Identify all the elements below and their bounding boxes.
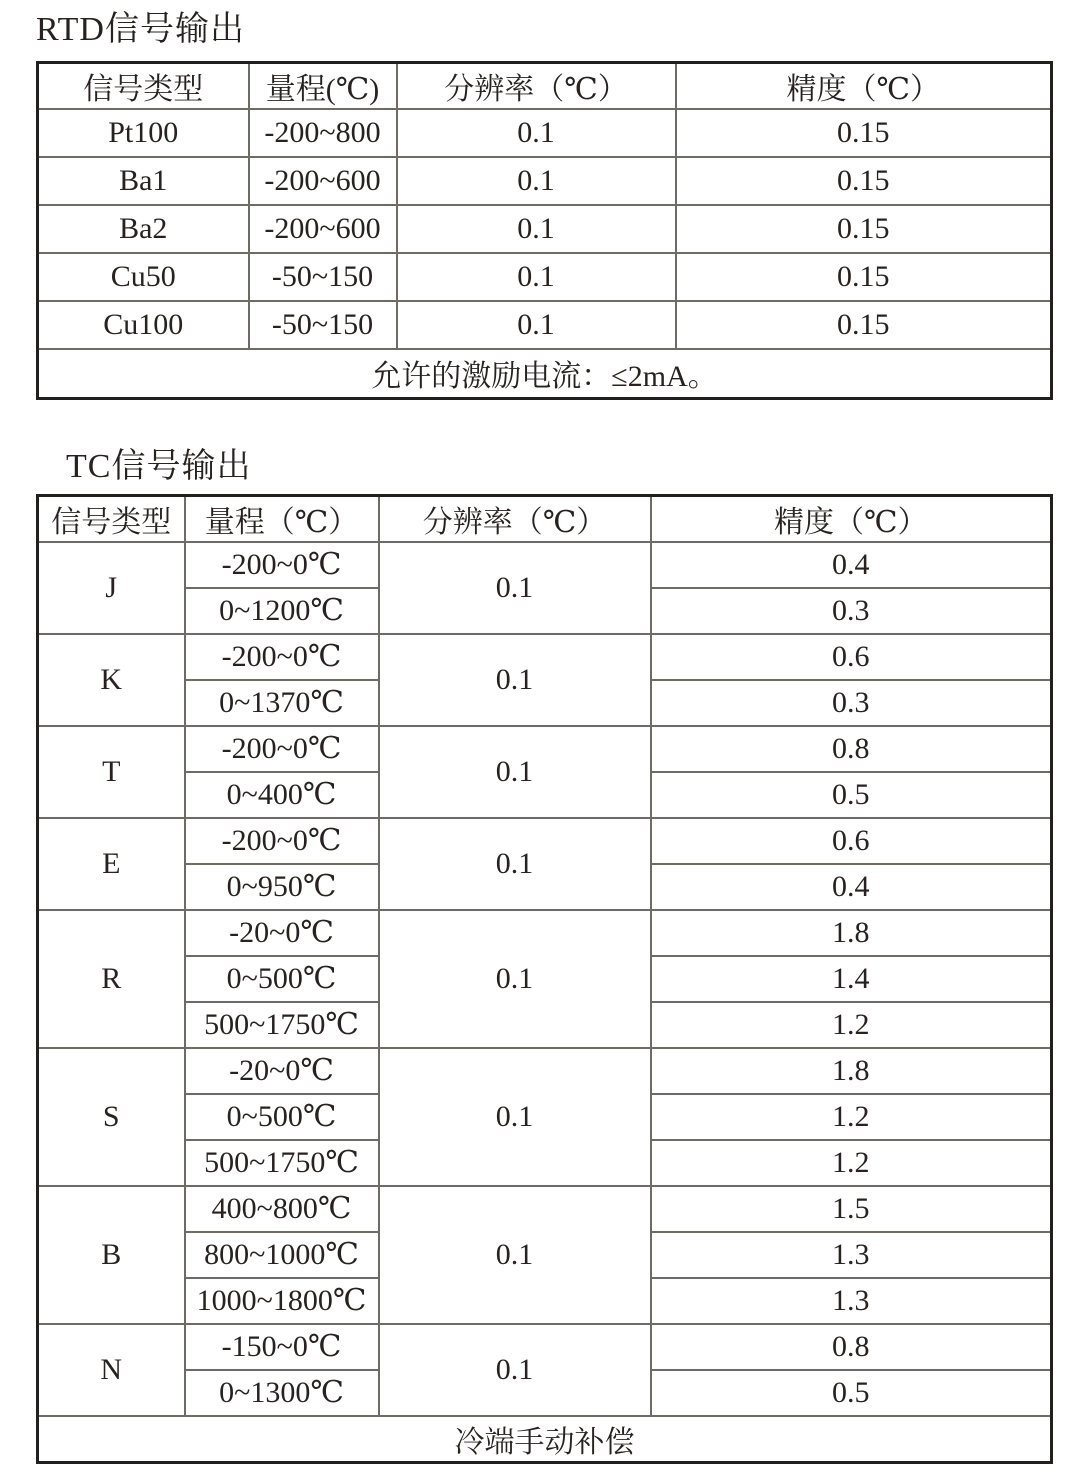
rtd-header-accuracy: 精度（℃） xyxy=(676,62,1052,109)
tc-cell-accuracy: 0.4 xyxy=(651,542,1052,588)
tc-cold-junction-note: 冷端手动补偿 xyxy=(38,1416,1052,1463)
tc-cell-range: -200~0℃ xyxy=(185,726,379,772)
table-row xyxy=(38,726,1052,772)
table-row xyxy=(38,157,1052,205)
tc-spec-table xyxy=(36,494,1053,1464)
tc-cell-resolution: 0.1 xyxy=(379,1324,651,1416)
tc-header-range: 量程（℃） xyxy=(185,495,379,542)
table-row xyxy=(38,542,1052,588)
rtd-cell-accuracy: 0.15 xyxy=(676,205,1052,253)
tc-cell-range: 0~400℃ xyxy=(185,772,379,818)
rtd-cell-range: -200~600 xyxy=(249,157,397,205)
tc-header-signal-type: 信号类型 xyxy=(38,495,185,542)
tc-cell-signal-type: S xyxy=(38,1048,185,1186)
tc-header-accuracy: 精度（℃） xyxy=(651,495,1052,542)
tc-cell-resolution: 0.1 xyxy=(379,910,651,1048)
rtd-cell-signal-type: Ba2 xyxy=(38,205,249,253)
tc-cell-resolution: 0.1 xyxy=(379,726,651,818)
table-row xyxy=(38,634,1052,680)
table-header-row xyxy=(38,495,1052,542)
tc-cell-accuracy: 0.3 xyxy=(651,680,1052,726)
tc-cell-range: -200~0℃ xyxy=(185,818,379,864)
table-row xyxy=(38,818,1052,864)
tc-cell-accuracy: 1.8 xyxy=(651,1048,1052,1094)
tc-header-resolution: 分辨率（℃） xyxy=(379,495,651,542)
tc-cell-accuracy: 1.2 xyxy=(651,1002,1052,1048)
tc-cell-range: 500~1750℃ xyxy=(185,1002,379,1048)
rtd-cell-range: -200~600 xyxy=(249,205,397,253)
rtd-cell-accuracy: 0.15 xyxy=(676,109,1052,157)
rtd-cell-resolution: 0.1 xyxy=(397,301,676,349)
table-row xyxy=(38,1186,1052,1232)
rtd-cell-signal-type: Ba1 xyxy=(38,157,249,205)
tc-cell-range: -20~0℃ xyxy=(185,910,379,956)
tc-cell-signal-type: E xyxy=(38,818,185,910)
tc-cell-range: -20~0℃ xyxy=(185,1048,379,1094)
table-row xyxy=(38,1324,1052,1370)
tc-cell-accuracy: 0.8 xyxy=(651,726,1052,772)
tc-cell-accuracy: 1.8 xyxy=(651,910,1052,956)
tc-cell-accuracy: 0.4 xyxy=(651,864,1052,910)
tc-cell-range: 400~800℃ xyxy=(185,1186,379,1232)
tc-cell-range: 0~500℃ xyxy=(185,956,379,1002)
tc-cell-range: -200~0℃ xyxy=(185,542,379,588)
rtd-header-signal-type: 信号类型 xyxy=(38,62,249,109)
rtd-spec-table xyxy=(36,61,1053,401)
rtd-cell-signal-type: Cu100 xyxy=(38,301,249,349)
tc-cell-accuracy: 1.5 xyxy=(651,1186,1052,1232)
table-header-row xyxy=(38,62,1052,109)
rtd-cell-resolution: 0.1 xyxy=(397,253,676,301)
tc-cell-range: 500~1750℃ xyxy=(185,1140,379,1186)
rtd-cell-resolution: 0.1 xyxy=(397,109,676,157)
tc-cell-accuracy: 0.6 xyxy=(651,634,1052,680)
tc-cell-range: -200~0℃ xyxy=(185,634,379,680)
tc-cell-range: 800~1000℃ xyxy=(185,1232,379,1278)
tc-cell-resolution: 0.1 xyxy=(379,818,651,910)
rtd-cell-range: -200~800 xyxy=(249,109,397,157)
table-row xyxy=(38,253,1052,301)
rtd-cell-resolution: 0.1 xyxy=(397,157,676,205)
tc-cell-resolution: 0.1 xyxy=(379,1186,651,1324)
rtd-cell-accuracy: 0.15 xyxy=(676,301,1052,349)
tc-cell-signal-type: R xyxy=(38,910,185,1048)
rtd-excitation-current-note: 允许的激励电流：≤2mA。 xyxy=(38,349,1052,399)
table-row xyxy=(38,109,1052,157)
tc-cell-accuracy: 1.4 xyxy=(651,956,1052,1002)
tc-cell-accuracy: 0.5 xyxy=(651,1370,1052,1416)
rtd-cell-accuracy: 0.15 xyxy=(676,157,1052,205)
table-row xyxy=(38,301,1052,349)
tc-cell-signal-type: K xyxy=(38,634,185,726)
rtd-cell-range: -50~150 xyxy=(249,301,397,349)
rtd-header-resolution: 分辨率（℃） xyxy=(397,62,676,109)
rtd-cell-accuracy: 0.15 xyxy=(676,253,1052,301)
tc-cell-accuracy: 1.3 xyxy=(651,1232,1052,1278)
rtd-cell-signal-type: Pt100 xyxy=(38,109,249,157)
tc-cell-signal-type: J xyxy=(38,542,185,634)
tc-cell-range: 0~1370℃ xyxy=(185,680,379,726)
tc-cell-accuracy: 1.3 xyxy=(651,1278,1052,1324)
tc-cell-range: 0~1200℃ xyxy=(185,588,379,634)
tc-cell-range: 1000~1800℃ xyxy=(185,1278,379,1324)
rtd-section-title: RTD信号输出 xyxy=(36,11,245,48)
tc-cell-range: 0~950℃ xyxy=(185,864,379,910)
rtd-cell-signal-type: Cu50 xyxy=(38,253,249,301)
tc-cell-accuracy: 0.8 xyxy=(651,1324,1052,1370)
tc-cell-accuracy: 0.3 xyxy=(651,588,1052,634)
table-row xyxy=(38,1048,1052,1094)
tc-cell-range: 0~500℃ xyxy=(185,1094,379,1140)
table-footer-row xyxy=(38,349,1052,399)
tc-cell-signal-type: N xyxy=(38,1324,185,1416)
tc-cell-resolution: 0.1 xyxy=(379,634,651,726)
tc-cell-signal-type: T xyxy=(38,726,185,818)
table-row xyxy=(38,910,1052,956)
tc-cell-accuracy: 0.6 xyxy=(651,818,1052,864)
tc-cell-accuracy: 1.2 xyxy=(651,1140,1052,1186)
tc-cell-range: 0~1300℃ xyxy=(185,1370,379,1416)
table-footer-row xyxy=(38,1416,1052,1463)
tc-cell-resolution: 0.1 xyxy=(379,1048,651,1186)
tc-cell-accuracy: 1.2 xyxy=(651,1094,1052,1140)
rtd-cell-resolution: 0.1 xyxy=(397,205,676,253)
rtd-cell-range: -50~150 xyxy=(249,253,397,301)
tc-cell-range: -150~0℃ xyxy=(185,1324,379,1370)
tc-cell-accuracy: 0.5 xyxy=(651,772,1052,818)
rtd-header-range: 量程(℃) xyxy=(249,62,397,109)
tc-cell-resolution: 0.1 xyxy=(379,542,651,634)
tc-cell-signal-type: B xyxy=(38,1186,185,1324)
table-row xyxy=(38,205,1052,253)
tc-section-title: TC信号输出 xyxy=(66,448,252,485)
